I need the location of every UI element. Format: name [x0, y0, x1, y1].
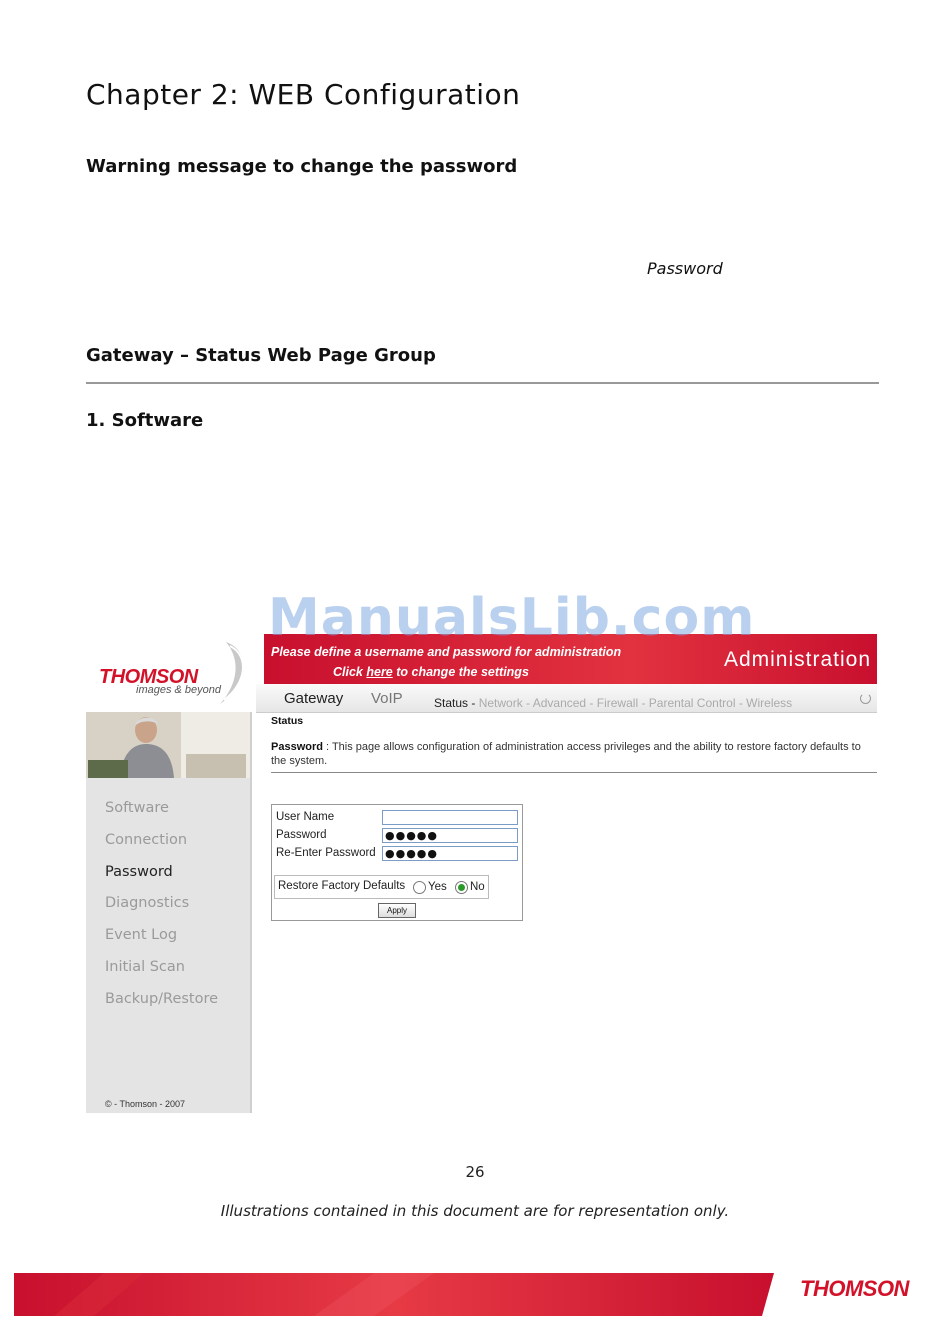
password-italic-term: Password — [647, 259, 723, 278]
sub-nav — [434, 696, 792, 710]
section-label: Status — [271, 715, 304, 727]
apply-button[interactable]: Apply — [378, 903, 416, 918]
sidebar-item-diagnostics[interactable]: Diagnostics — [105, 895, 190, 911]
footer-thomson-logo: THOMSON — [800, 1276, 909, 1301]
page-description — [271, 740, 861, 768]
password-input[interactable]: ●●●●● — [382, 828, 518, 843]
subnav-advanced[interactable]: Advanced - — [532, 696, 594, 710]
restore-defaults-label: Restore Factory Defaults — [278, 880, 406, 892]
warning-heading: Warning message to change the password — [86, 156, 518, 177]
restore-yes-label: Yes — [428, 881, 447, 893]
tab-voip[interactable]: VoIP — [371, 690, 403, 707]
section-divider — [86, 382, 879, 384]
restore-defaults-group — [274, 875, 489, 899]
software-heading: 1. Software — [86, 410, 204, 431]
description-title: Password — [271, 741, 323, 753]
footer-red-bar — [14, 1273, 774, 1316]
copyright: © - Thomson - 2007 — [105, 1099, 186, 1109]
man-photo-icon — [86, 712, 250, 778]
sidebar-item-initial-scan[interactable]: Initial Scan — [105, 959, 185, 975]
banner-message: Please define a username and password for administration — [271, 645, 622, 659]
banner-title: Administration — [723, 648, 871, 671]
banner-here-link[interactable]: here — [366, 665, 393, 679]
subnav-parental-control[interactable]: Parental Control - — [648, 696, 743, 710]
sidebar — [86, 712, 252, 1113]
reenter-password-label: Re-Enter Password — [276, 847, 376, 859]
admin-screenshot — [86, 632, 877, 1113]
username-label: User Name — [276, 811, 335, 823]
content-divider — [271, 772, 877, 773]
loading-spinner-icon — [860, 693, 871, 704]
password-form — [271, 804, 523, 921]
sidebar-item-connection[interactable]: Connection — [105, 832, 188, 848]
watermark: ManualsLib.com — [268, 588, 756, 648]
footer-note: Illustrations contained in this document are for representation only. — [220, 1202, 730, 1220]
content-area — [256, 712, 877, 1113]
reenter-password-input[interactable]: ●●●●● — [382, 846, 518, 861]
subnav-network[interactable]: Network - — [478, 696, 531, 710]
gateway-status-heading: Gateway – Status Web Page Group — [86, 345, 436, 366]
username-input[interactable] — [382, 810, 518, 825]
subnav-firewall[interactable]: Firewall - — [596, 696, 646, 710]
banner-click-suffix: to change the settings — [392, 665, 529, 679]
banner-click-message — [333, 665, 529, 679]
description-text: : This page allows configuration of administration access privileges and the ability to restore factory defaults to the system. — [271, 741, 861, 767]
subnav-wireless[interactable]: Wireless — [746, 696, 793, 710]
restore-no-label: No — [470, 881, 485, 893]
banner-click-prefix: Click — [333, 665, 367, 679]
page-number: 26 — [465, 1163, 485, 1181]
nav-bar — [256, 684, 877, 713]
tab-gateway[interactable]: Gateway — [284, 690, 344, 707]
logo-tagline: images & beyond — [136, 684, 221, 696]
subnav-status[interactable]: Status - — [434, 696, 476, 710]
sidebar-item-password[interactable]: Password — [105, 864, 173, 880]
sidebar-photo — [86, 712, 250, 778]
sidebar-item-backup-restore[interactable]: Backup/Restore — [105, 991, 219, 1007]
restore-no-radio[interactable] — [455, 881, 468, 894]
thomson-logo — [86, 632, 256, 712]
restore-yes-radio[interactable] — [413, 881, 426, 894]
password-label: Password — [276, 829, 327, 841]
sidebar-item-event-log[interactable]: Event Log — [105, 927, 178, 943]
chapter-title: Chapter 2: WEB Configuration — [86, 78, 521, 111]
logo-brand: THOMSON — [99, 666, 198, 688]
sidebar-item-software[interactable]: Software — [105, 800, 169, 816]
